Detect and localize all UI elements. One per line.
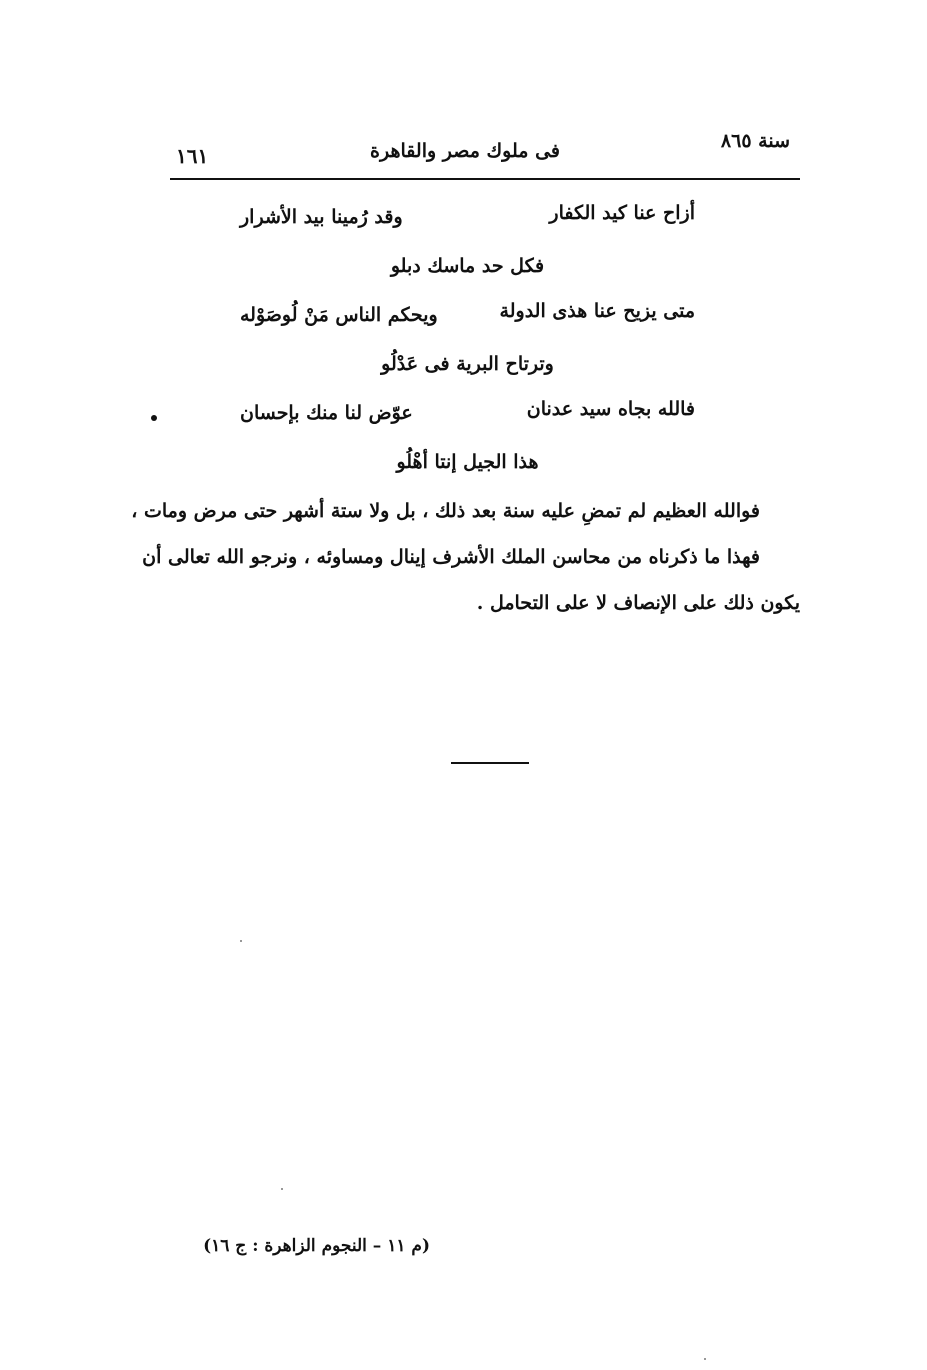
verse-first-hemistich: أزاح عنا كيد الكفار bbox=[549, 202, 695, 224]
verse-first-hemistich: فالله بجاه سيد عدنان bbox=[526, 398, 695, 420]
paper-speck bbox=[281, 1188, 283, 1190]
header-year: سنة ٨٦٥ bbox=[720, 130, 790, 152]
paper-speck bbox=[704, 1358, 706, 1360]
paper-speck bbox=[240, 940, 242, 942]
header-title: فى ملوك مصر والقاهرة bbox=[370, 140, 560, 162]
prose-line: يكون ذلك على الإنصاف لا على التحامل . bbox=[476, 592, 800, 614]
verse-first-hemistich: متى يزيح عنا هذى الدولة bbox=[499, 300, 695, 322]
margin-dot bbox=[151, 415, 157, 421]
verse-line bbox=[230, 192, 705, 242]
verse-line bbox=[230, 290, 705, 340]
prose-paragraph bbox=[131, 488, 800, 626]
verse-line bbox=[230, 388, 705, 438]
verse-refrain: هذا الجيل إنتا أهْلُو bbox=[396, 451, 539, 473]
verse-second-hemistich: عوّض لنا منك بإحسان bbox=[240, 402, 413, 424]
section-end-rule bbox=[451, 762, 529, 764]
verse-refrain: وترتاح البرية فى عَدْلُو bbox=[381, 353, 554, 375]
header-rule bbox=[170, 178, 800, 180]
prose-line: فهذا ما ذكرناه من محاسن الملك الأشرف إينال ومساوئه ، ونرجو الله تعالى أن bbox=[142, 546, 760, 568]
poem bbox=[230, 192, 705, 486]
verse-second-hemistich: ويحكم الناس مَنْ لُوصَوْله bbox=[240, 304, 438, 326]
verse-refrain: فكل حد ماسك دبلو bbox=[390, 255, 545, 277]
footer-signature: (م ١١ – النجوم الزاهرة : ج ١٦) bbox=[203, 1236, 430, 1256]
running-header bbox=[170, 128, 800, 176]
prose-line: فوالله العظيم لم تمضِ عليه سنة بعد ذلك ، بل ولا ستة أشهر حتى مرض ومات ، bbox=[131, 500, 760, 522]
verse-second-hemistich: وقد رُمينا بيد الأشرار bbox=[240, 206, 403, 228]
page-number: ١٦١ bbox=[176, 144, 209, 168]
